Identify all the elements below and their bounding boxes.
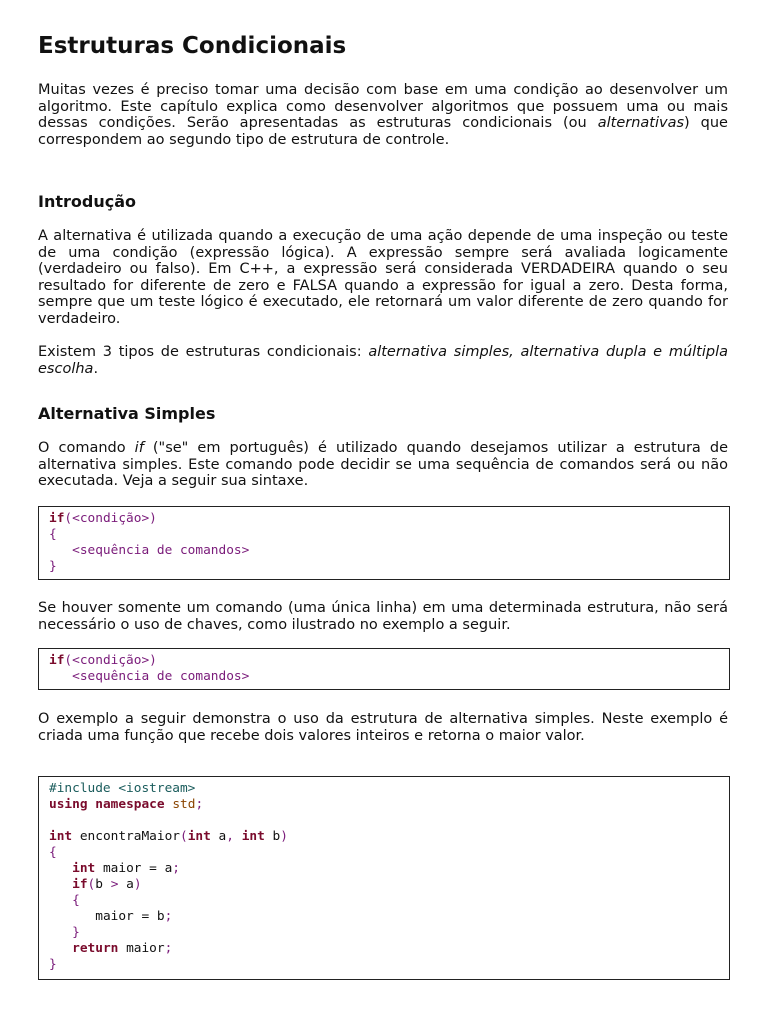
section-heading-introducao: Introdução (38, 192, 136, 211)
section-heading-alternativa-simples: Alternativa Simples (38, 404, 216, 423)
code-line: return maior; (72, 941, 173, 956)
code-line: maior = b; (95, 909, 173, 924)
code-line: } (49, 957, 57, 972)
introducao-paragraph-1: A alternativa é utilizada quando a execução de uma ação depende de uma inspeção ou teste de uma condição (expressão lógica). A expressão sempre será avaliada logicamente (verdadeiro ou falso). Em C++, a expressão será considerada VERDADEIRA quando o seu resultado for diferente de zero e FALSA quando a expressão for igual a zero. Desta forma, sempre que um teste lógico é executado, ele retornará um valor diferente de zero quando for verdadeiro. (38, 228, 728, 327)
code-line: if(<condição>) (49, 511, 157, 526)
code-line: using namespace std; (49, 797, 204, 812)
code-block-single-line (38, 648, 730, 690)
alternativa-simples-paragraph-1: O comando if ("se" em português) é utilizado quando desejamos utilizar a estrutura de alternativa simples. Este comando pode decidir se uma sequência de comandos será ou não executada. Veja a seguir sua sintaxe. (38, 440, 728, 489)
code-line: { (72, 893, 80, 908)
code-line: int encontraMaior(int a, int b) (49, 829, 288, 844)
code-line: } (49, 559, 57, 574)
code-block-example (38, 776, 730, 980)
code-line: #include <iostream> (49, 781, 196, 796)
code-line: { (49, 527, 57, 542)
code-line: if(<condição>) (49, 653, 157, 668)
intro-paragraph: Muitas vezes é preciso tomar uma decisão com base em uma condição ao desenvolver um algoritmo. Este capítulo explica como desenvolver algoritmos que possuem uma ou mais dessas condições. Serão apresentadas as estruturas condicionais (ou alternativas) que correspondem ao segundo tipo de estrutura de controle. (38, 82, 728, 148)
code-block-syntax (38, 506, 730, 580)
code-line: <sequência de comandos> (49, 669, 250, 684)
code-line: int maior = a; (72, 861, 181, 876)
page-title: Estruturas Condicionais (38, 33, 347, 59)
alternativa-simples-paragraph-2: Se houver somente um comando (uma única linha) em uma determinada estrutura, não será necessário o uso de chaves, como ilustrado no exemplo a seguir. (38, 600, 728, 633)
code-line: { (49, 845, 57, 860)
code-line: <sequência de comandos> (49, 543, 250, 558)
introducao-paragraph-2: Existem 3 tipos de estruturas condicionais: alternativa simples, alternativa dupla e múltipla escolha. (38, 344, 728, 377)
code-line: if(b > a) (72, 877, 142, 892)
code-line: } (72, 925, 80, 940)
alternativa-simples-paragraph-3: O exemplo a seguir demonstra o uso da estrutura de alternativa simples. Neste exemplo é criada uma função que recebe dois valores inteiros e retorna o maior valor. (38, 711, 728, 744)
code-line (49, 813, 719, 829)
